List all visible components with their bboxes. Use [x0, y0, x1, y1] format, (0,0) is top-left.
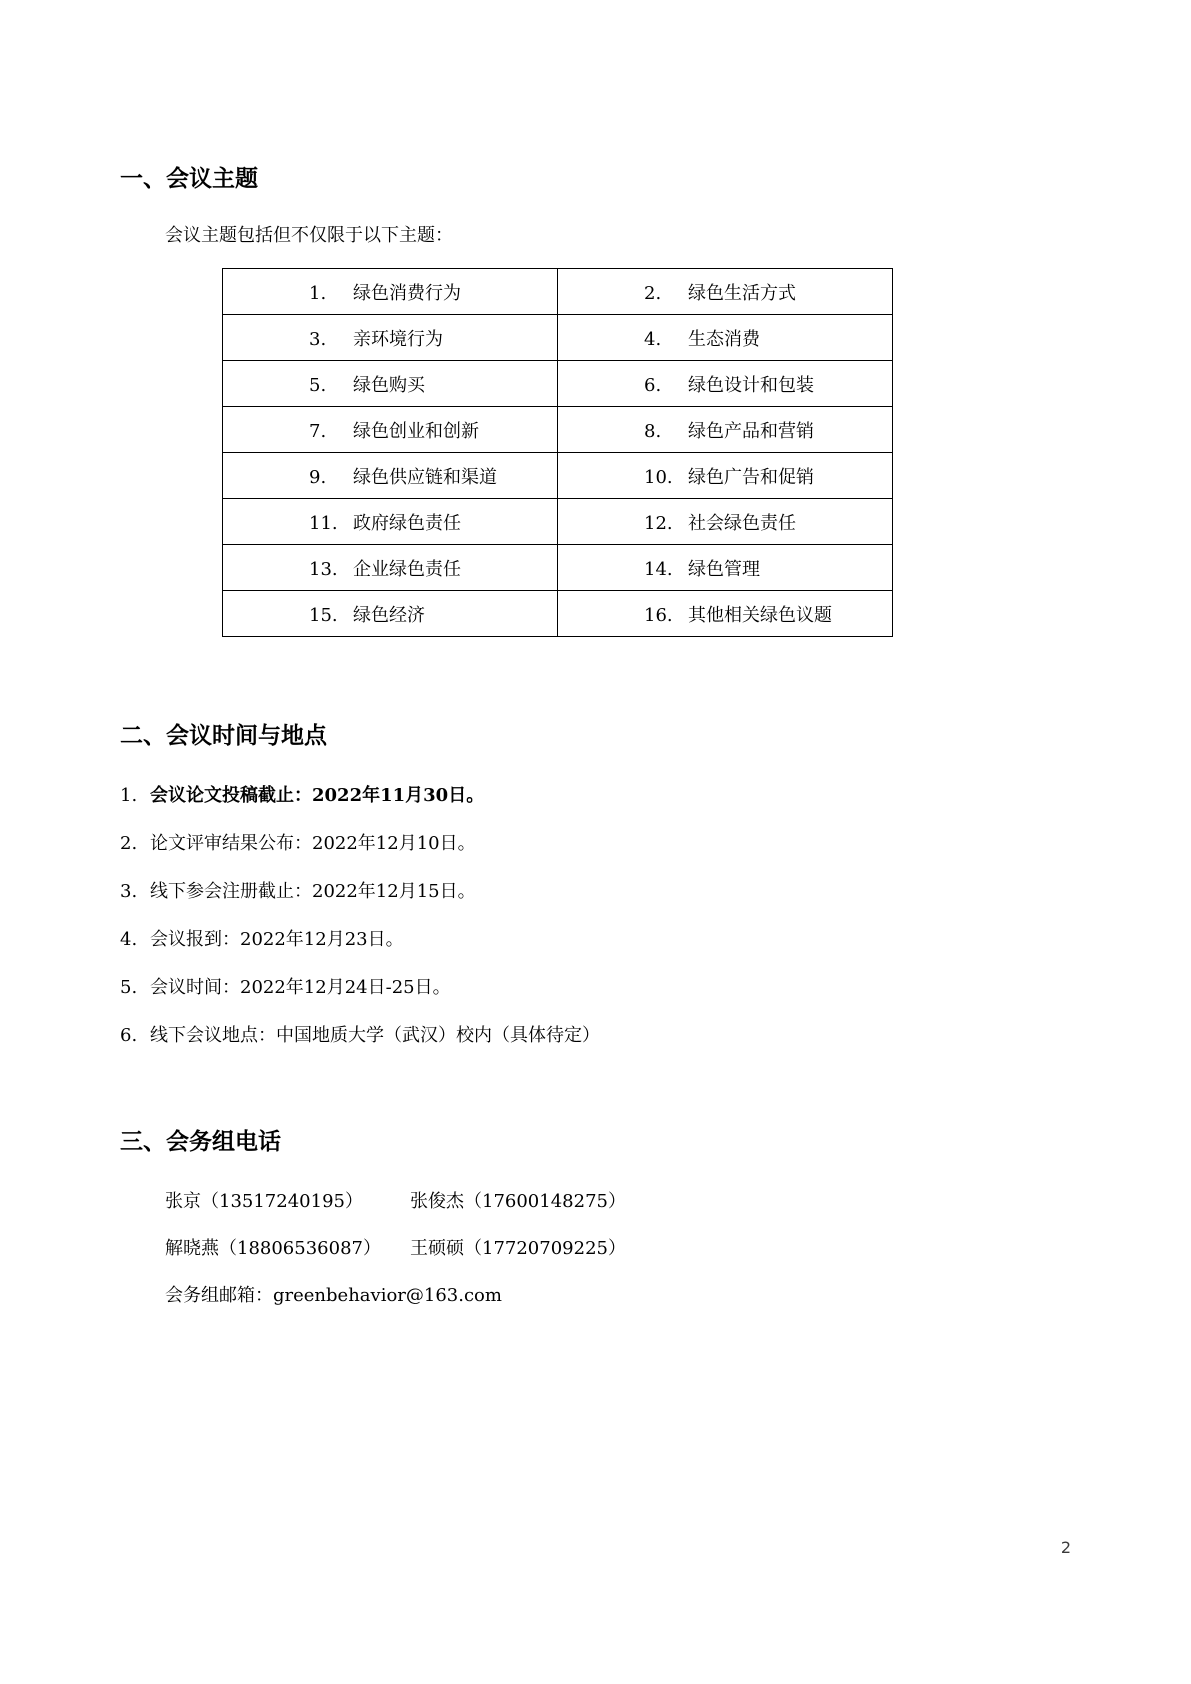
topic-label: 绿色消费行为 [353, 282, 461, 304]
topic-number: 11. [309, 512, 338, 534]
topic-label: 亲环境行为 [353, 328, 443, 350]
topic-cell [223, 315, 558, 361]
schedule-item-number: 3. [120, 881, 138, 902]
topic-number: 4. [644, 328, 662, 350]
schedule-item-text: 会议报到：2022年12月23日。 [150, 929, 404, 950]
topic-row [223, 269, 893, 315]
section1-heading: 一、会议主题 [120, 165, 258, 192]
topic-number: 3. [309, 328, 327, 350]
topic-cell [558, 499, 893, 545]
topic-row [223, 545, 893, 591]
contact-entry: 张俊杰（17600148275） [410, 1191, 626, 1212]
topic-label: 绿色生活方式 [688, 282, 796, 304]
topic-label: 社会绿色责任 [688, 512, 796, 534]
topic-label: 绿色广告和促销 [688, 466, 814, 488]
email-line: 会务组邮箱：greenbehavior@163.com [165, 1285, 502, 1306]
topic-label: 绿色产品和营销 [688, 420, 814, 442]
contact-row [165, 1189, 1073, 1215]
topic-label: 生态消费 [688, 328, 760, 350]
topic-row [223, 407, 893, 453]
topic-cell [558, 407, 893, 453]
topic-cell [223, 545, 558, 591]
topic-cell [558, 361, 893, 407]
topic-number: 7. [309, 420, 327, 442]
topic-number: 15. [309, 604, 338, 626]
topic-label: 政府绿色责任 [353, 512, 461, 534]
topic-cell [558, 545, 893, 591]
topic-label: 企业绿色责任 [353, 558, 461, 580]
topic-label: 绿色创业和创新 [353, 420, 479, 442]
topic-row [223, 453, 893, 499]
topic-number: 1. [309, 282, 327, 304]
schedule-item [120, 975, 1073, 1001]
topic-number: 5. [309, 374, 327, 396]
topic-number: 12. [644, 512, 673, 534]
topic-number: 13. [309, 558, 338, 580]
topic-number: 6. [644, 374, 662, 396]
topic-number: 2. [644, 282, 662, 304]
schedule-item [120, 1023, 1073, 1049]
schedule-item-text: 线下参会注册截止：2022年12月15日。 [150, 881, 476, 902]
topic-number: 16. [644, 604, 673, 626]
schedule-item-text: 线下会议地点：中国地质大学（武汉）校内（具体待定） [150, 1025, 600, 1046]
schedule-item [120, 927, 1073, 953]
topics-table [222, 268, 893, 637]
topic-row [223, 361, 893, 407]
topic-cell [223, 591, 558, 637]
topic-cell [223, 361, 558, 407]
schedule-item-text: 会议时间：2022年12月24日-25日。 [150, 977, 451, 998]
contact-entry: 王硕硕（17720709225） [410, 1238, 626, 1259]
topic-label: 绿色设计和包装 [688, 374, 814, 396]
topic-cell [223, 269, 558, 315]
schedule-item-text: 论文评审结果公布：2022年12月10日。 [150, 833, 476, 854]
topic-label: 绿色管理 [688, 558, 760, 580]
topic-cell [223, 407, 558, 453]
topic-row [223, 315, 893, 361]
schedule-item-number: 4. [120, 929, 138, 950]
schedule-item [120, 783, 1073, 809]
topic-label: 绿色经济 [353, 604, 425, 626]
topic-row [223, 591, 893, 637]
topic-cell [558, 315, 893, 361]
page-number: 2 [1060, 1538, 1071, 1557]
topic-label: 绿色供应链和渠道 [353, 466, 497, 488]
topic-cell [558, 591, 893, 637]
topic-cell [558, 269, 893, 315]
topic-number: 8. [644, 420, 662, 442]
topic-cell [223, 453, 558, 499]
section3-heading: 三、会务组电话 [120, 1128, 281, 1155]
topic-row [223, 499, 893, 545]
schedule-item-text: 会议论文投稿截止：2022年11月30日。 [150, 785, 485, 806]
contacts-block [165, 1189, 1073, 1309]
schedule-item-number: 1. [120, 785, 138, 806]
schedule-list [120, 783, 1073, 1049]
schedule-item [120, 831, 1073, 857]
contact-entry: 张京（13517240195） [165, 1191, 363, 1212]
contact-row [165, 1236, 1073, 1262]
topic-number: 14. [644, 558, 673, 580]
section1-intro: 会议主题包括但不仅限于以下主题： [165, 225, 453, 246]
section2-heading: 二、会议时间与地点 [120, 722, 327, 749]
topic-label: 绿色购买 [353, 374, 425, 396]
schedule-item-number: 5. [120, 977, 138, 998]
schedule-item [120, 879, 1073, 905]
topic-cell [223, 499, 558, 545]
topic-label: 其他相关绿色议题 [688, 604, 832, 626]
topic-number: 10. [644, 466, 673, 488]
schedule-item-number: 2. [120, 833, 138, 854]
topic-cell [558, 453, 893, 499]
contact-entry: 解晓燕（18806536087） [165, 1238, 381, 1259]
schedule-item-number: 6. [120, 1025, 138, 1046]
topic-number: 9. [309, 466, 327, 488]
